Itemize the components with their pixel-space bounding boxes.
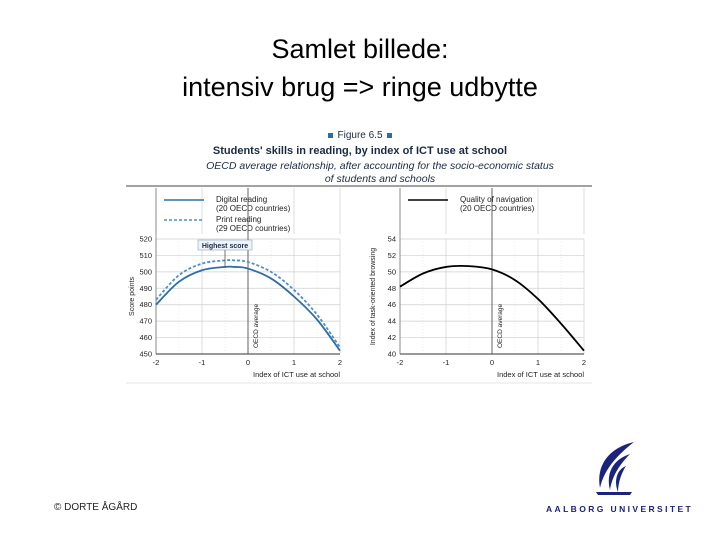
x-axis-label: Index of ICT use at school	[497, 370, 584, 379]
figure-subtitle-line1: OECD average relationship, after accounting for the socio-economic status	[206, 160, 554, 172]
y-tick-label: 460	[139, 333, 152, 343]
x-tick-label: 1	[291, 358, 297, 367]
y-tick-label: 46	[387, 300, 396, 310]
x-tick-label: -1	[442, 358, 450, 367]
y-tick-label: 510	[139, 250, 152, 260]
slide-title-line2: intensiv brug => ringe udbytte	[182, 72, 538, 102]
highest-score-annotation: Highest score	[201, 243, 249, 250]
x-tick-label: 0	[245, 358, 251, 367]
y-tick-label: 520	[139, 234, 152, 244]
legend-label: (29 OECD countries)	[216, 224, 291, 233]
legend-label: (20 OECD countries)	[460, 204, 535, 213]
x-tick-label: 2	[337, 358, 343, 367]
legend-label: Quality of navigation	[460, 195, 533, 204]
y-tick-label: 490	[139, 283, 152, 293]
y-tick-label: 44	[387, 316, 396, 326]
y-tick-label: 480	[139, 300, 152, 310]
legend-label: Digital reading	[216, 195, 268, 204]
legend-label: Print reading	[216, 215, 262, 224]
oecd-average-label: OECD average	[497, 303, 504, 348]
y-axis-label: Score points	[129, 277, 136, 316]
figure-label-text: Figure 6.5	[337, 130, 383, 141]
y-tick-label: 54	[387, 234, 396, 244]
copyright-footer: © DORTE ÅGÅRD	[54, 502, 138, 513]
slide-title-line1: Samlet billede:	[271, 34, 449, 64]
figure-title: Students' skills in reading, by index of ICT use at school	[212, 145, 508, 157]
y-tick-label: 50	[387, 267, 396, 277]
x-tick-label: 0	[489, 358, 495, 367]
y-tick-label: 470	[139, 316, 152, 326]
x-tick-label: -2	[152, 358, 160, 367]
y-tick-label: 52	[387, 250, 396, 260]
y-tick-label: 40	[387, 349, 396, 359]
x-axis-label: Index of ICT use at school	[253, 370, 340, 379]
x-tick-label: -1	[198, 358, 206, 367]
oecd-average-label: OECD average	[253, 303, 260, 348]
y-tick-label: 500	[139, 267, 152, 277]
x-tick-label: 2	[581, 358, 587, 367]
x-tick-label: -2	[396, 358, 404, 367]
legend-label: (20 OECD countries)	[216, 204, 291, 213]
y-tick-label: 48	[387, 283, 396, 293]
y-axis-label: Index of task-oriented browsing	[370, 247, 377, 346]
aalborg-logo-icon	[586, 440, 642, 496]
y-tick-label: 450	[139, 349, 152, 359]
figure-subtitle-line2: of students and schools	[324, 173, 436, 185]
logo-text: AALBORG UNIVERSITET	[546, 504, 694, 514]
y-tick-label: 42	[387, 333, 396, 343]
x-tick-label: 1	[535, 358, 541, 367]
